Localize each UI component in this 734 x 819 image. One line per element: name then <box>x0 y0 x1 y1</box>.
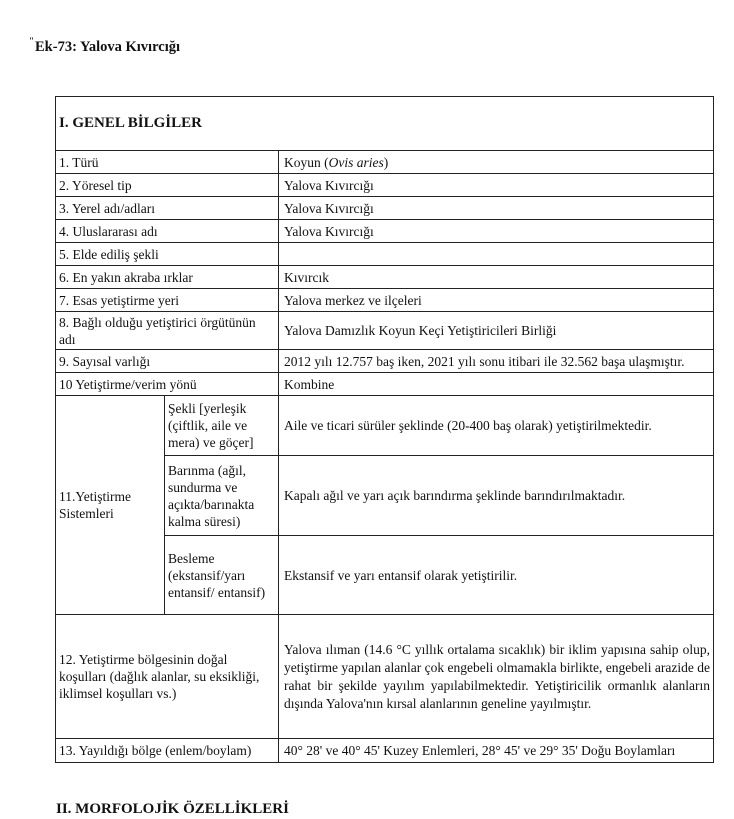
row-label: 8. Bağlı olduğu yetiştirici örgütünün adı <box>56 312 279 350</box>
row-value: Kombine <box>279 373 714 396</box>
row-value: Yalova Kıvırcığı <box>279 174 714 197</box>
table-row <box>56 312 714 350</box>
section1-header-row <box>56 97 714 151</box>
row-label: 9. Sayısal varlığı <box>56 350 279 373</box>
systems-sub-label: Barınma (ağıl, sundurma ve açıkta/barınakta kalma süresi) <box>165 456 279 536</box>
row-value: Yalova Kıvırcığı <box>279 197 714 220</box>
row-label: 2. Yöresel tip <box>56 174 279 197</box>
section1-title: I. GENEL BİLGİLER <box>56 97 714 151</box>
table-row <box>56 197 714 220</box>
systems-sub-label: Besleme (ekstansif/yarı entansif/ entansif) <box>165 536 279 615</box>
row-value: Kıvırcık <box>279 266 714 289</box>
row-value: Koyun (Ovis aries) <box>279 151 714 174</box>
row-value: 40° 28' ve 40° 45' Kuzey Enlemleri, 28° 45' ve 29° 35' Doğu Boylamları <box>279 739 714 763</box>
table-row <box>56 739 714 763</box>
title-text: Ek-73: Yalova Kıvırcığı <box>35 39 180 55</box>
systems-value: Ekstansif ve yarı entansif olarak yetiştirilir. <box>279 536 714 615</box>
table-row <box>56 174 714 197</box>
table-row <box>56 243 714 266</box>
row-label: 3. Yerel adı/adları <box>56 197 279 220</box>
table-row <box>56 220 714 243</box>
row-value: Yalova merkez ve ilçeleri <box>279 289 714 312</box>
section2-title: II. MORFOLOJİK ÖZELLİKLERİ <box>56 801 289 817</box>
table-row <box>56 615 714 739</box>
row-label: 7. Esas yetiştirme yeri <box>56 289 279 312</box>
table-row <box>56 266 714 289</box>
row-value: Yalova Damızlık Koyun Keçi Yetiştiricileri Birliği <box>279 312 714 350</box>
title-mark: " <box>29 36 34 46</box>
row-label: 1. Türü <box>56 151 279 174</box>
document-title <box>29 36 180 56</box>
row-label: 4. Uluslararası adı <box>56 220 279 243</box>
table-row <box>56 373 714 396</box>
row-value: 2012 yılı 12.757 baş iken, 2021 yılı sonu itibari ile 32.562 başa ulaşmıştır. <box>279 350 714 373</box>
general-info-table <box>55 96 714 763</box>
systems-sub-label: Şekli [yerleşik (çiftlik, aile ve mera) ve göçer] <box>165 396 279 456</box>
systems-label: 11.Yetiştirme Sistemleri <box>56 396 165 615</box>
row-label: 6. En yakın akraba ırklar <box>56 266 279 289</box>
row-label: 12. Yetiştirme bölgesinin doğal koşulları (dağlık alanlar, su eksikliği, iklimsel koşulları vs.) <box>56 615 279 739</box>
row-label: 5. Elde ediliş şekli <box>56 243 279 266</box>
table-row <box>56 151 714 174</box>
row-value: Yalova ılıman (14.6 °C yıllık ortalama sıcaklık) bir iklim yapısına sahip olup, yetiştirme yapılan alanlar çok engebeli olmamakla birlikte, engebeli arazide de rahat bir şekilde yayılım yapılabilmektedir. Yetiştiricilik ormanlık alanların dışında Yalova'nın kırsal alanlarının geneline yayılmıştır. <box>279 615 714 739</box>
table-row <box>56 350 714 373</box>
row-value <box>279 243 714 266</box>
systems-value: Kapalı ağıl ve yarı açık barındırma şeklinde barındırılmaktadır. <box>279 456 714 536</box>
row-label: 13. Yayıldığı bölge (enlem/boylam) <box>56 739 279 763</box>
row-value: Yalova Kıvırcığı <box>279 220 714 243</box>
systems-value: Aile ve ticari sürüler şeklinde (20-400 baş olarak) yetiştirilmektedir. <box>279 396 714 456</box>
table-row <box>56 396 714 456</box>
row-label: 10 Yetiştirme/verim yönü <box>56 373 279 396</box>
table-row <box>56 289 714 312</box>
